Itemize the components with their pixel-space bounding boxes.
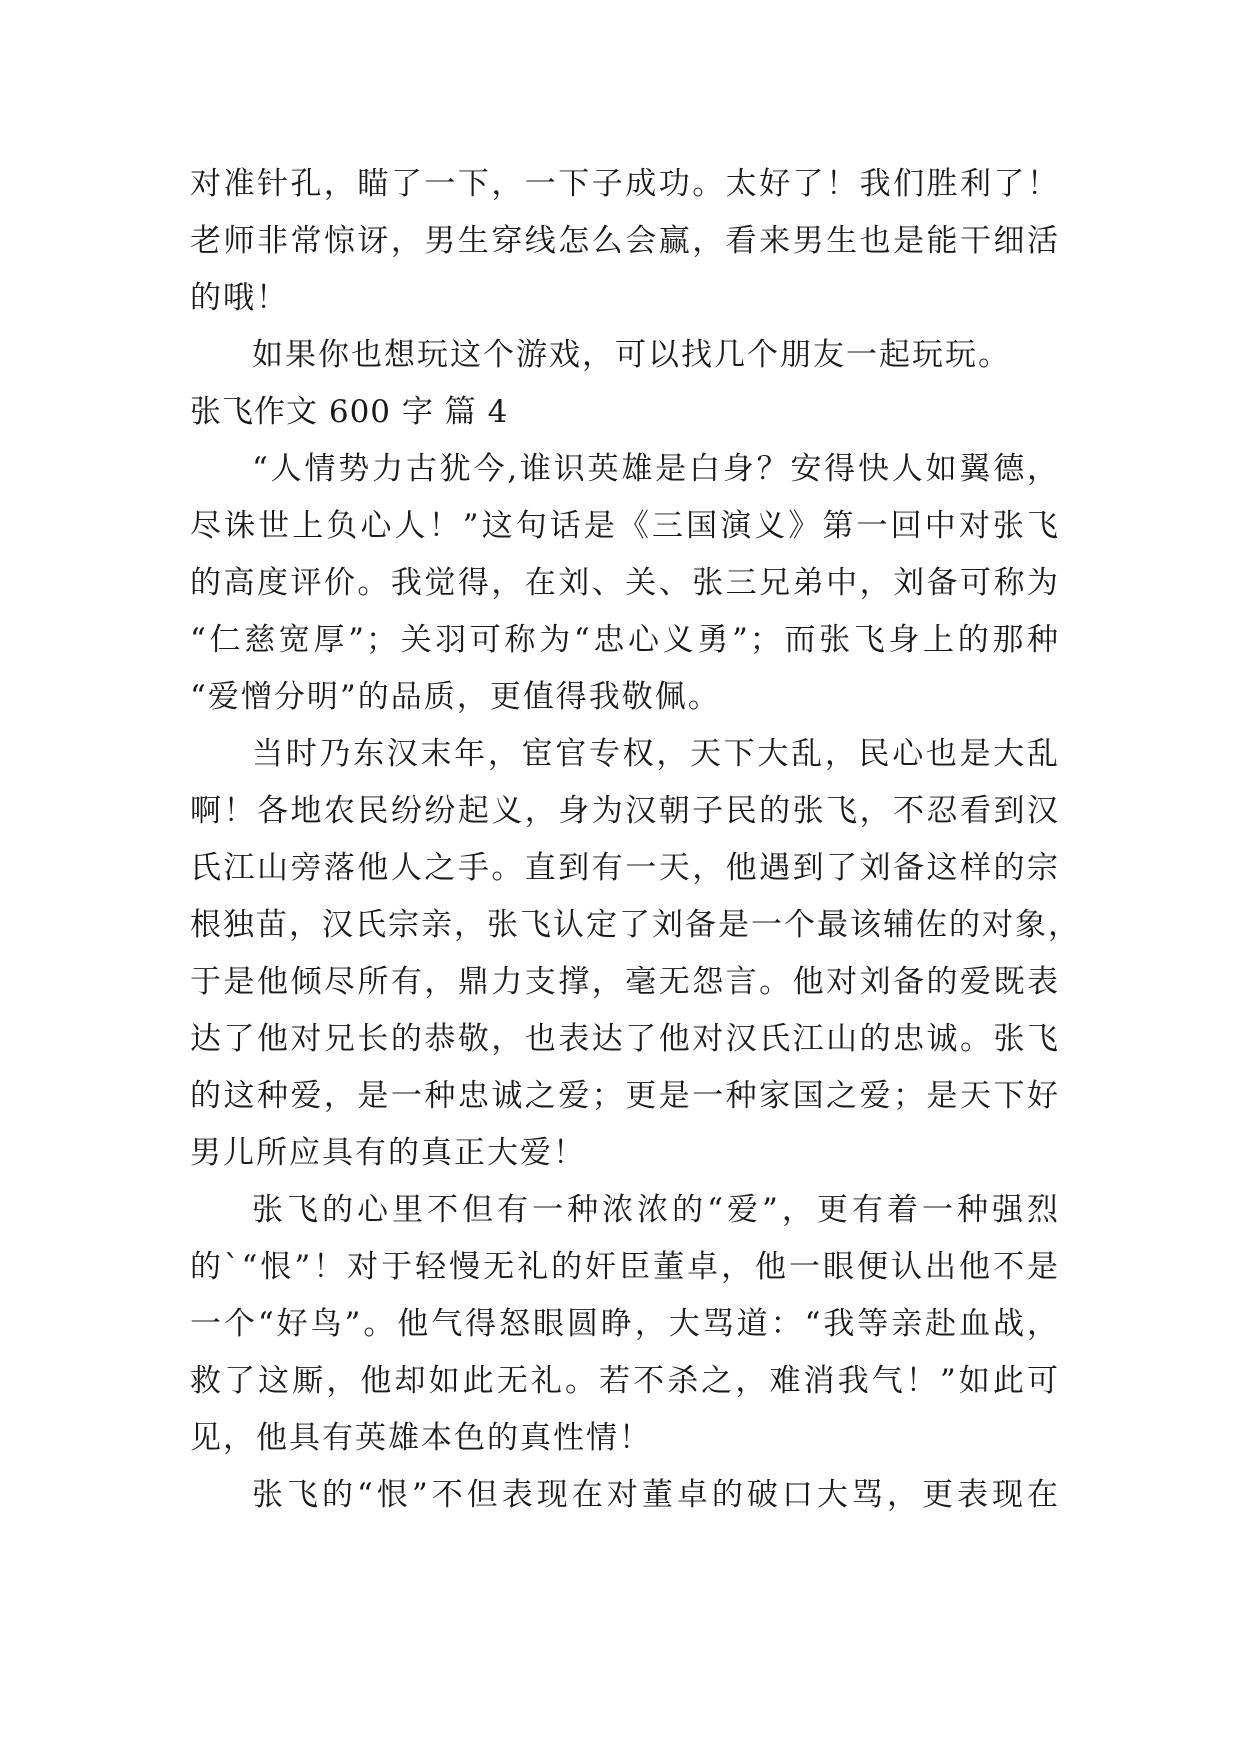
text-line: 于是他倾尽所有，鼎力支撑，毫无怨言。他对刘备的爱既表 <box>190 964 1060 1000</box>
paragraph-line: 如果你也想玩这个游戏，可以找几个朋友一起玩玩。 <box>252 337 1011 373</box>
text-line: 的`“恨”！对于轻慢无礼的奸臣董卓，他一眼便认出他不是 <box>190 1249 1060 1285</box>
text-line: “仁慈宽厚”；关羽可称为“忠心义勇”；而张飞身上的那种 <box>190 622 1060 658</box>
text-line: 救了这厮，他却如此无礼。若不杀之，难消我气！”如此可 <box>190 1363 1060 1399</box>
text-line: 的高度评价。我觉得，在刘、关、张三兄弟中，刘备可称为 <box>190 565 1060 601</box>
text-line: 的这种爱，是一种忠诚之爱；更是一种家国之爱；是天下好 <box>190 1078 1060 1114</box>
paragraph-line: 张飞的“恨”不但表现在对董卓的破口大骂，更表现在 <box>252 1477 1060 1513</box>
text-line: 啊！各地农民纷纷起义，身为汉朝子民的张飞，不忍看到汉 <box>190 793 1060 829</box>
text-line: 老师非常惊讶，男生穿线怎么会赢，看来男生也是能干细活 <box>190 223 1060 259</box>
text-line: 的哦！ <box>190 280 289 316</box>
text-line: “爱憎分明”的品质，更值得我敬佩。 <box>190 679 721 715</box>
paragraph-line: “人情势力古犹今,谁识英雄是白身？安得快人如翼德， <box>252 451 1060 487</box>
text-line: 男儿所应具有的真正大爱！ <box>190 1135 586 1171</box>
text-line: 一个“好鸟”。他气得怒眼圆睁，大骂道：“我等亲赴血战， <box>190 1306 1060 1342</box>
paragraph-line: 张飞的心里不但有一种浓浓的“爱”，更有着一种强烈 <box>252 1192 1060 1228</box>
text-line: 尽诛世上负心人！”这句话是《三国演义》第一回中对张飞 <box>190 508 1060 544</box>
paragraph-line: 当时乃东汉末年，宦官专权，天下大乱，民心也是大乱 <box>252 736 1060 772</box>
section-heading: 张飞作文 600 字 篇 4 <box>190 394 509 430</box>
text-line: 达了他对兄长的恭敬，也表达了他对汉氏江山的忠诚。张飞 <box>190 1021 1060 1057</box>
text-line: 见，他具有英雄本色的真性情！ <box>190 1420 652 1456</box>
text-line: 根独苗，汉氏宗亲，张飞认定了刘备是一个最该辅佐的对象， <box>190 907 1081 943</box>
text-line: 对准针孔，瞄了一下，一下子成功。太好了！我们胜利了！ <box>190 166 1060 202</box>
text-line: 氏江山旁落他人之手。直到有一天，他遇到了刘备这样的宗 <box>190 850 1060 886</box>
